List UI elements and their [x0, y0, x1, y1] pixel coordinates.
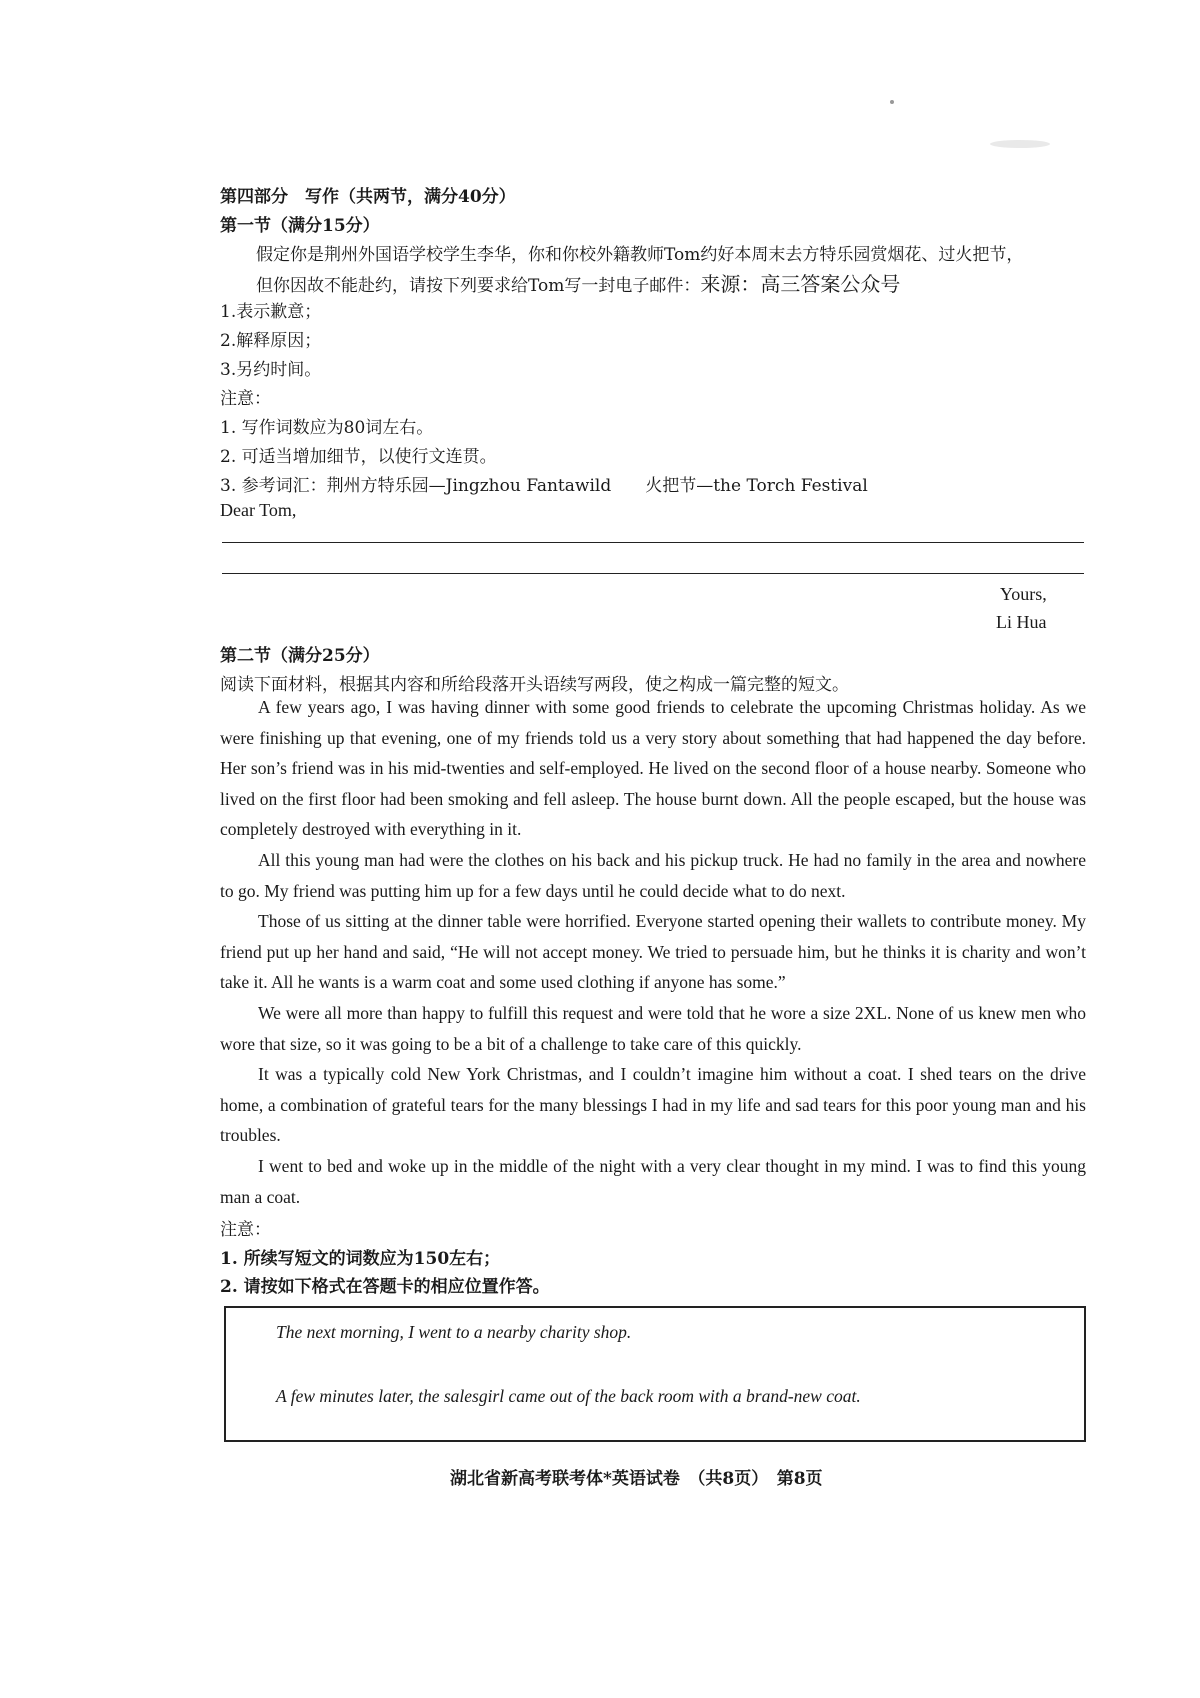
section2-note-item: 1. 所续写短文的词数应为150左右； — [220, 1249, 501, 1269]
section1-prompt-line2 — [256, 268, 900, 297]
passage-paragraph: Those of us sitting at the dinner table were horrified. Everyone started opening their wallets to contribute money. My friend put up her hand and said, “He will not accept money. We tried to persuade him, but he thinks it is charity and won’t take it. All he wants is a warm coat and some used clothing if anyone has some.” — [220, 911, 1086, 992]
part-heading: 第四部分 写作（共两节，满分40分） — [220, 187, 516, 207]
scan-smudge — [990, 140, 1050, 148]
box-line-2: A few minutes later, the salesgirl came out of the back room with a brand-new coat. — [276, 1386, 861, 1406]
prompt-line2-text: 但你因故不能赴约，请按下列要求给Tom写一封电子邮件： — [256, 276, 701, 296]
notes-label: 注意： — [220, 389, 271, 409]
passage-paragraph: I went to bed and woke up in the middle of the night with a very clear thought in my mind. I was to find this young man a coat. — [220, 1156, 1086, 1207]
answer-line — [222, 573, 1084, 574]
answer-line — [222, 542, 1084, 543]
source-note: 来源：高三答案公众号 — [700, 272, 901, 296]
passage-paragraph: It was a typically cold New York Christmas, and I couldn’t imagine him without a coat. I shed tears on the drive home, a combination of grateful tears for the many blessings I had in my life and sad tears for this poor young man and his troubles. — [220, 1064, 1086, 1145]
requirement-item: 1.表示歉意； — [220, 302, 322, 322]
note-item: 1. 写作词数应为80词左右。 — [220, 418, 434, 438]
requirement-item: 3.另约时间。 — [220, 360, 322, 380]
section2-instruction: 阅读下面材料，根据其内容和所给段落开头语续写两段，使之构成一篇完整的短文。 — [220, 675, 849, 695]
section1-prompt-line1: 假定你是荆州外国语学校学生李华，你和你校外籍教师Tom约好本周末去方特乐园赏烟花、过火把节， — [256, 245, 1024, 265]
signature: Li Hua — [996, 612, 1047, 632]
section2-heading: 第二节（满分25分） — [220, 646, 380, 666]
box-line-1: The next morning, I went to a nearby charity shop. — [276, 1322, 632, 1342]
salutation: Dear Tom, — [220, 500, 297, 520]
section1-heading: 第一节（满分15分） — [220, 216, 380, 236]
scan-smudge — [890, 100, 894, 104]
passage-paragraph: All this young man had were the clothes on his back and his pickup truck. He had no family in the area and nowhere to go. My friend was putting him up for a few days until he could decide what to do next. — [220, 850, 1086, 901]
note-item: 3. 参考词汇：荆州方特乐园—Jingzhou Fantawild 火把节—the Torch Festival — [220, 476, 868, 496]
continuation-box — [224, 1306, 1086, 1442]
section2-notes-label: 注意： — [220, 1220, 271, 1240]
note-item: 2. 可适当增加细节，以使行文连贯。 — [220, 447, 497, 467]
passage-paragraph: A few years ago, I was having dinner with some good friends to celebrate the upcoming Christmas holiday. As we were finishing up that evening, one of my friends told us a very story about something that had happened the day before. Her son’s friend was in his mid-twenties and self-employed. He lived on the second floor of a house nearby. Someone who lived on the first floor had been smoking and fell asleep. The house burnt down. All the people escaped, but the house was completely destroyed with everything in it. — [220, 697, 1086, 839]
requirement-item: 2.解释原因； — [220, 331, 322, 351]
page-footer: 湖北省新高考联考体*英语试卷 （共8页） 第8页 — [450, 1469, 823, 1489]
closing: Yours, — [1000, 584, 1047, 604]
section2-note-item: 2. 请按如下格式在答题卡的相应位置作答。 — [220, 1277, 550, 1297]
passage-paragraph: We were all more than happy to fulfill this request and were told that he wore a size 2XL. None of us knew men who wore that size, so it was going to be a bit of a challenge to take care of this quickly. — [220, 1003, 1086, 1054]
